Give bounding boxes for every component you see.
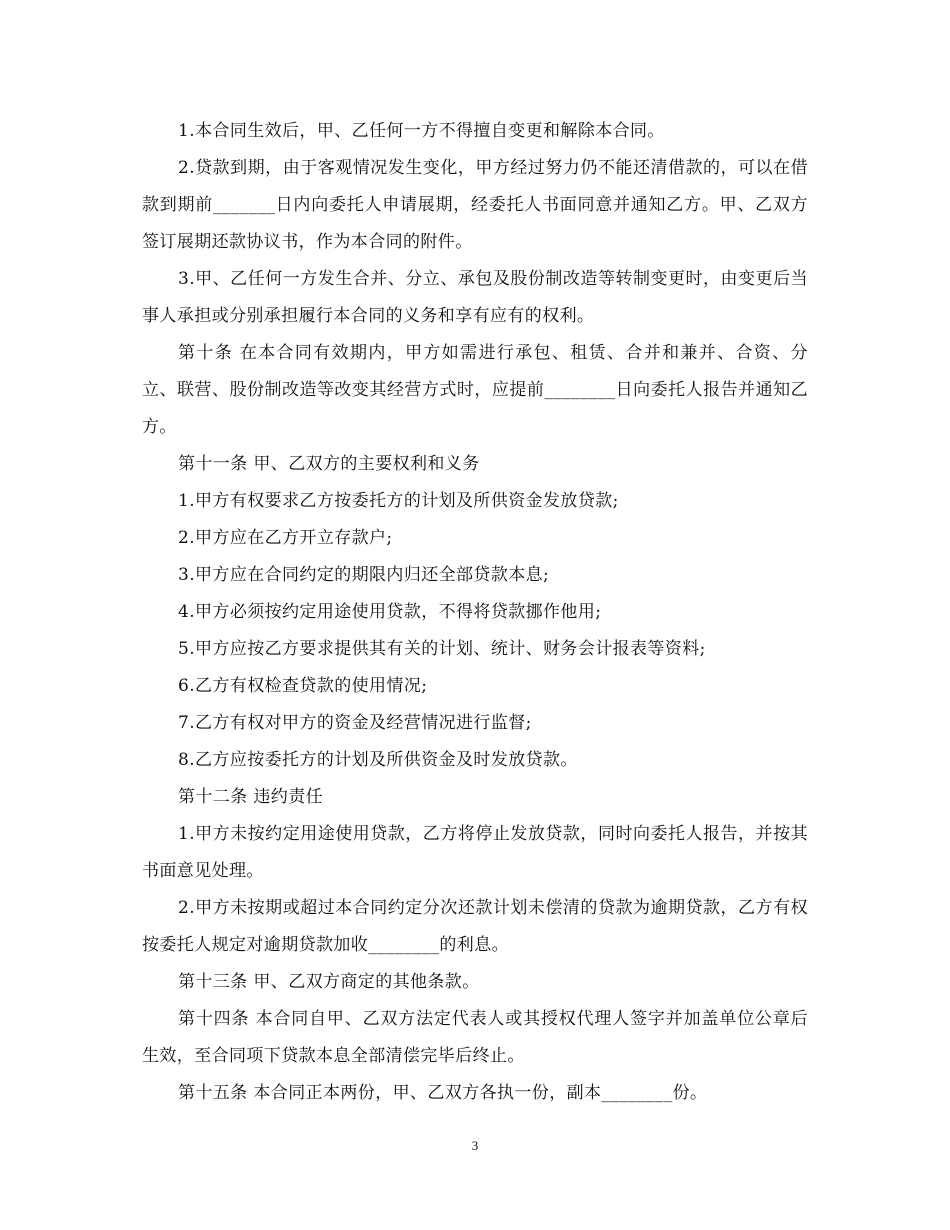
article-11-item-3: 3.甲方应在合同约定的期限内归还全部贷款本息; — [178, 565, 550, 585]
paragraph-2: 2.贷款到期，由于客观情况发生变化，甲方经过努力仍不能还清借款的，可以在借款到期前_______日内向委托人申请展期，经委托人书面同意并通知乙方。甲、乙双方签订展期还款协议书，作为本合同的附件。 — [142, 158, 808, 252]
article-13: 第十三条 甲、乙双方商定的其他条款。 — [178, 972, 480, 992]
article-14: 第十四条 本合同自甲、乙双方法定代表人或其授权代理人签字并加盖单位公章后生效，至合同项下贷款本息全部清偿完毕后终止。 — [142, 1009, 808, 1066]
article-11-item-5: 5.甲方应按乙方要求提供其有关的计划、统计、财务会计报表等资料; — [178, 639, 706, 659]
article-11-item-1: 1.甲方有权要求乙方按委托方的计划及所供资金发放贷款; — [178, 491, 619, 511]
paragraph-1: 1.本合同生效后，甲、乙任何一方不得擅自变更和解除本合同。 — [178, 121, 665, 141]
article-12-item-2: 2.甲方未按期或超过本合同约定分次还款计划未偿清的贷款为逾期贷款，乙方有权按委托人规定对逾期贷款加收________的利息。 — [142, 898, 808, 955]
article-12-item-1: 1.甲方未按约定用途使用贷款，乙方将停止发放贷款，同时向委托人报告，并按其书面意见处理。 — [142, 824, 808, 881]
article-11-item-8: 8.乙方应按委托方的计划及所供资金及时发放贷款。 — [178, 750, 578, 770]
article-15: 第十五条 本合同正本两份，甲、乙双方各执一份，副本________份。 — [178, 1083, 708, 1103]
article-11-item-7: 7.乙方有权对甲方的资金及经营情况进行监督; — [178, 713, 532, 733]
article-10: 第十条 在本合同有效期内，甲方如需进行承包、租赁、合并和兼并、合资、分立、联营、股份制改造等改变其经营方式时，应提前________日向委托人报告并通知乙方。 — [142, 343, 808, 437]
document-body — [142, 113, 808, 1112]
page-number: 3 — [471, 1138, 479, 1153]
paragraph-3: 3.甲、乙任何一方发生合并、分立、承包及股份制改造等转制变更时，由变更后当事人承担或分别承担履行本合同的义务和享有应有的权利。 — [142, 269, 808, 326]
article-11-item-4: 4.甲方必须按约定用途使用贷款，不得将贷款挪作他用; — [178, 602, 602, 622]
article-12-heading: 第十二条 违约责任 — [178, 787, 324, 807]
article-11-heading: 第十一条 甲、乙双方的主要权利和义务 — [178, 454, 480, 474]
article-11-item-2: 2.甲方应在乙方开立存款户; — [178, 528, 393, 548]
article-11-item-6: 6.乙方有权检查贷款的使用情况; — [178, 676, 428, 696]
